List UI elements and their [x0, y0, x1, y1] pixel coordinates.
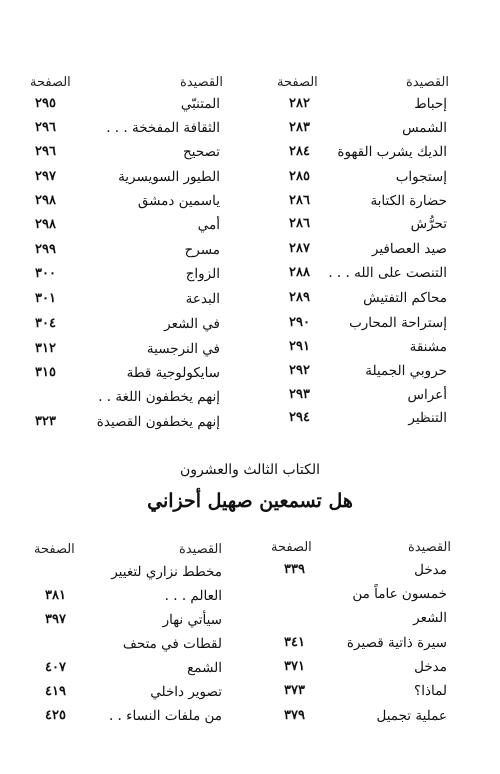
- toc-entry-page: ٢٩٨: [35, 217, 56, 232]
- toc-entry-page: ٢٨٢: [289, 96, 310, 111]
- toc-entry-page: ٣٤١: [284, 635, 305, 650]
- toc-entry-title: التنظير: [408, 410, 447, 426]
- toc-entry-page: ٢٩١: [289, 339, 310, 354]
- toc-entry-page: ٢٨٣: [289, 120, 310, 135]
- toc-entry-page: ٣٧٩: [284, 708, 305, 723]
- toc-entry-title: الديك يشرب القهوة: [337, 144, 447, 160]
- toc-entry-title: في الشعر: [164, 316, 220, 332]
- toc-entry-page: ٣٠٠: [35, 266, 56, 281]
- toc-entry-title: تصوير داخلي: [150, 684, 222, 700]
- s2-left-title-header: القصيدة: [179, 542, 222, 557]
- toc-entry-title: مسرح: [184, 242, 220, 258]
- toc-entry-title: حروبي الجميلة: [365, 363, 447, 379]
- toc-entry-page: ٤٢٥: [45, 708, 66, 723]
- toc-entry-page: ٣١٥: [35, 365, 56, 380]
- toc-entry-page: ٢٩٤: [289, 410, 310, 425]
- toc-entry-page: ٢٨٦: [289, 193, 310, 208]
- toc-entry-title: الثقافة المفخخة . . .: [106, 120, 220, 136]
- toc-entry-title: البدعة: [185, 291, 220, 307]
- toc-entry-title: إستجواب: [395, 169, 447, 185]
- toc-entry-page: ٣١٢: [35, 341, 56, 356]
- toc-entry-title: إحباط: [414, 96, 447, 112]
- toc-entry-page: ٢٨٦: [289, 216, 310, 231]
- toc-entry-title: مدخل: [414, 562, 447, 578]
- toc-entry-page: ٢٩٧: [35, 169, 56, 184]
- toc-entry-title: لماذا؟: [414, 683, 447, 699]
- toc-entry-title: الشمس: [402, 120, 447, 136]
- toc-entry-page: ٢٨٤: [289, 144, 310, 159]
- toc-entry-page: ٢٩٥: [35, 96, 56, 111]
- toc-entry-title: حضارة الكتابة: [370, 193, 447, 209]
- toc-entry-title: الشمع: [187, 660, 222, 676]
- toc-entry-title: مشنقة: [409, 339, 447, 355]
- s1-right-title-header: القصيدة: [406, 75, 449, 90]
- toc-entry-page: ٢٩٨: [35, 193, 56, 208]
- toc-entry-page: ٤٠٧: [45, 660, 66, 675]
- toc-entry-page: ٣٢٣: [35, 414, 56, 429]
- toc-entry-title: إنهم يخطفون اللغة . .: [98, 389, 220, 405]
- toc-entry-title: أعراس: [407, 387, 447, 403]
- toc-entry-title: من ملفات النساء . .: [108, 708, 222, 724]
- toc-entry-page: ٢٩٦: [35, 120, 56, 135]
- toc-entry-page: ٣٨١: [45, 588, 66, 603]
- toc-entry-page: ٣٠٤: [35, 316, 56, 331]
- toc-entry-title: سايكولوجية قطة: [126, 365, 220, 381]
- toc-entry-title: عملية تجميل: [376, 708, 447, 724]
- toc-entry-title: الطيور السويسرية: [118, 169, 220, 185]
- toc-entry-page: ٣٧١: [284, 659, 305, 674]
- toc-entry-title: إنهم يخطفون القصيدة: [96, 414, 220, 430]
- toc-entry-title: الشعر: [413, 610, 447, 626]
- toc-entry-title: محاكم التفتيش: [363, 290, 447, 306]
- toc-entry-title: تصحيح: [183, 144, 220, 160]
- toc-entry-page: ٢٨٧: [289, 241, 310, 256]
- toc-entry-title: سيرة ذاتية قصيرة: [346, 635, 447, 651]
- toc-entry-page: ٢٩٠: [289, 315, 310, 330]
- toc-entry-title: التنصت على الله . . .: [328, 265, 447, 281]
- toc-entry-title: سيأتي نهار: [162, 612, 222, 628]
- s2-right-title-header: القصيدة: [408, 540, 451, 555]
- toc-entry-title: أمي: [197, 217, 220, 233]
- toc-entry-title: ياسمين دمشق: [137, 193, 220, 209]
- toc-entry-title: خمسون عاماً من: [352, 586, 447, 602]
- toc-entry-title: المتنبّي: [180, 96, 220, 112]
- toc-entry-page: ٤١٩: [45, 684, 66, 699]
- toc-entry-page: ٣٩٧: [45, 612, 66, 627]
- toc-entry-page: ٢٩٦: [35, 144, 56, 159]
- s2-right-page-header: الصفحة: [271, 540, 312, 555]
- toc-entry-title: لقطات في متحف: [122, 636, 222, 652]
- toc-entry-title: إستراحة المحارب: [349, 315, 447, 331]
- s1-right-page-header: الصفحة: [277, 75, 318, 90]
- toc-entry-title: تحرُّش: [410, 216, 447, 232]
- s1-left-title-header: القصيدة: [180, 75, 223, 90]
- s1-left-page-header: الصفحة: [30, 75, 71, 90]
- book-title: هل تسمعين صهيل أحزاني: [147, 490, 353, 512]
- toc-entry-page: ٣٧٣: [284, 683, 305, 698]
- toc-entry-page: ٢٨٥: [289, 169, 310, 184]
- toc-entry-page: ٣٠١: [35, 291, 56, 306]
- toc-entry-page: ٢٨٨: [289, 265, 310, 280]
- toc-entry-page: ٣٣٩: [284, 562, 305, 577]
- toc-entry-title: مدخل: [414, 659, 447, 675]
- toc-entry-page: ٢٩٢: [289, 363, 310, 378]
- toc-entry-title: في النرجسية: [146, 341, 220, 357]
- toc-entry-title: صيد العصافير: [371, 241, 447, 257]
- book-label: الكتاب الثالث والعشرون: [179, 462, 321, 478]
- s2-left-page-header: الصفحة: [34, 542, 75, 557]
- toc-entry-title: مخطط نزاري لتغيير: [111, 564, 222, 580]
- toc-entry-title: العالم . . .: [164, 588, 222, 604]
- toc-entry-page: ٢٩٩: [35, 242, 56, 257]
- toc-entry-title: الزواج: [185, 266, 220, 282]
- toc-entry-page: ٢٨٩: [289, 290, 310, 305]
- toc-entry-page: ٢٩٣: [289, 387, 310, 402]
